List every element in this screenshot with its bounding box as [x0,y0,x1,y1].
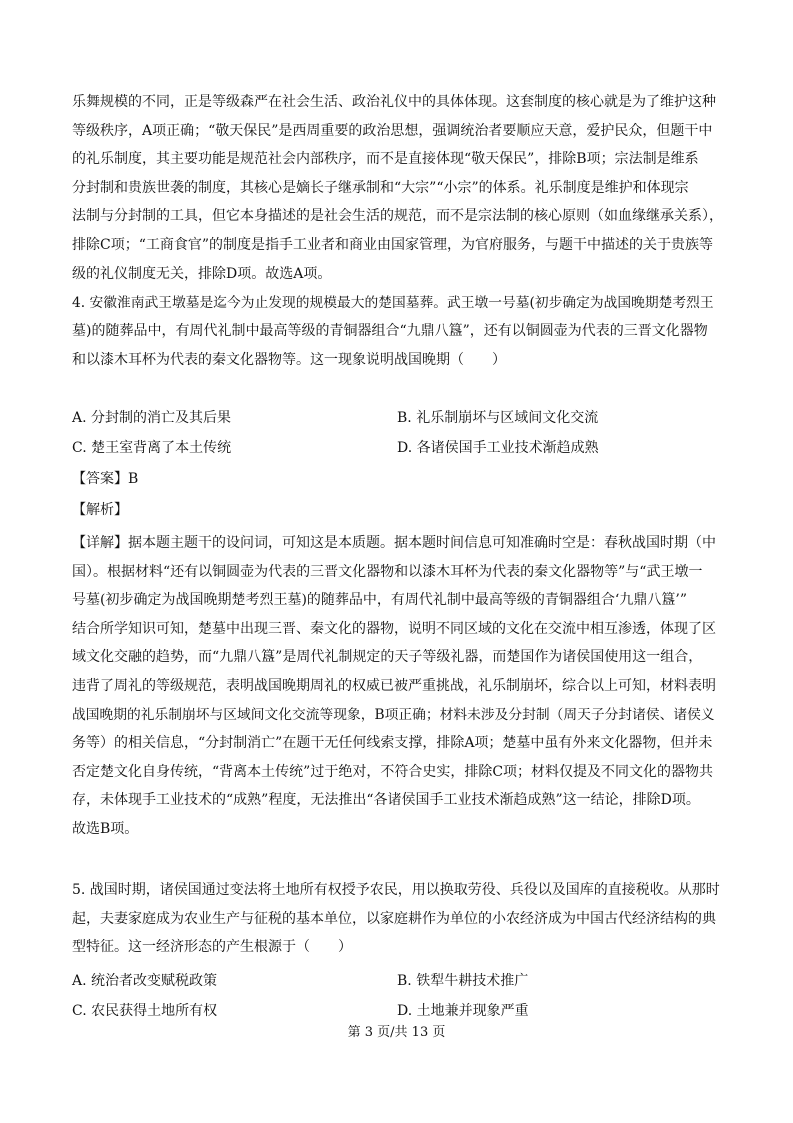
analysis-continuation-line: 的礼乐制度，其主要功能是规范社会内部秩序，而不是直接体现“敬天保民”，排除B项；宗法制是维系 [72,151,699,168]
question-4-analysis-line: 故选B项。 [72,821,139,837]
question-4-option-a: A. 分封制的消亡及其后果 [72,410,232,426]
analysis-continuation-line: 乐舞规模的不同，正是等级森严在社会生活、政治礼仪中的具体体现。这套制度的核心就是为了维护这种 [72,94,716,110]
analysis-continuation-line: 级的礼仪制度无关，排除D项。故选A项。 [72,265,332,282]
question-4-option-d: D. 各诸侯国手工业技术渐趋成熟 [397,440,599,456]
question-4-analysis-line: 国）。根据材料“还有以铜圆壶为代表的三晋文化器物和以漆木耳杯为代表的秦文化器物等”与“武王墩一 [72,563,703,580]
question-4-option-b: B. 礼乐制崩坏与区域间文化交流 [397,410,599,426]
question-5-option-d: D. 土地兼并现象严重 [397,1003,529,1019]
question-4-stem-line: 4. 安徽淮南武王墩墓是迄今为止发现的规模最大的楚国墓葬。武王墩一号墓(初步确定为战国晚期楚考烈王 [72,294,714,311]
question-4-analysis-line: 结合所学知识可知，楚墓中出现三晋、秦文化的器物，说明不同区域的文化在交流中相互渗透，体现了区 [72,620,716,637]
question-5-option-b: B. 铁犁牛耕技术推广 [397,973,529,989]
question-4-analysis-line: 存，未体现手工业技术的“成熟”程度，无法推出“各诸侯国手工业技术渐趋成熟”这一结论，排除D项。 [72,792,700,809]
question-4-analysis-line: 违背了周礼的等级规范，表明战国晚期周礼的权威已被严重挑战，礼乐制崩坏，综合以上可知，材料表明 [72,678,716,694]
question-5-option-a: A. 统治者改变赋税政策 [72,973,218,989]
question-4-analysis-line: 域文化交融的趋势，而“九鼎八簋”是周代礼制规定的天子等级礼器，而楚国作为诸侯国使用这一组合， [72,649,703,666]
analysis-continuation-line: 分封制和贵族世袭的制度，其核心是嫡长子继承制和“大宗”“小宗”的体系。礼乐制度是维护和体现宗 [72,179,689,196]
analysis-continuation-line: 等级秩序，A项正确；“敬天保民”是西周重要的政治思想，强调统治者要顺应天意，爱护民众，但题干中 [72,122,713,139]
question-4-analysis-line: 否定楚文化自身传统，“背离本土传统”过于绝对，不符合史实，排除C项；材料仅提及不同文化的器物共 [72,763,714,780]
question-5-option-c: C. 农民获得土地所有权 [72,1003,218,1019]
question-4-analysis-line: 【详解】据本题主题干的设问词，可知这是本质题。据本题时间信息可知准确时空是：春秋战国时期（中 [72,535,716,551]
question-5-stem-line: 起，夫妻家庭成为农业生产与征税的基本单位，以家庭耕作为单位的小农经济成为中国古代经济结构的典 [72,910,716,927]
question-4-option-c: C. 楚王室背离了本土传统 [72,440,232,456]
question-5-stem-line: 5. 战国时期，诸侯国通过变法将土地所有权授予农民，用以换取劳役、兵役以及国库的直接税收。从那时 [72,882,720,898]
question-4-stem-line: 墓)的随葬品中，有周代礼制中最高等级的青铜器组合“九鼎八簋”，还有以铜圆壶为代表的三晋文化器物 [72,323,708,339]
question-4-analysis-line: 务等）的相关信息，“分封制消亡”在题干无任何线索支撑，排除A项；楚墓中虽有外来文化器物，但并未 [72,735,713,752]
question-4-stem-line: 和以漆木耳杯为代表的秦文化器物等。这一现象说明战国晚期（ ） [72,351,506,368]
page-number-footer: 第 3 页/共 13 页 [347,1025,446,1040]
analysis-continuation-line: 法制与分封制的工具，但它本身描述的是社会生活的规范，而不是宗法制的核心原则（如血缘继承关系）， [72,208,723,225]
question-4-answer: 【答案】B [72,471,139,487]
question-4-analysis-line: 号墓(初步确定为战国晚期楚考烈王墓)的随葬品中，有周代礼制中最高等级的青铜器组合‘九鼎八簋’” [72,592,687,609]
question-4-analysis-label: 【解析】 [72,502,128,518]
analysis-continuation-line: 排除C项；“工商食官”的制度是指手工业者和商业由国家管理，为官府服务，与题干中描述的关于贵族等 [72,237,714,253]
question-5-stem-line: 型特征。这一经济形态的产生根源于（ ） [72,939,352,956]
question-4-analysis-line: 战国晚期的礼乐制崩坏与区域间文化交流等现象，B项正确；材料未涉及分封制（周天子分封诸侯、诸侯义 [72,706,715,723]
